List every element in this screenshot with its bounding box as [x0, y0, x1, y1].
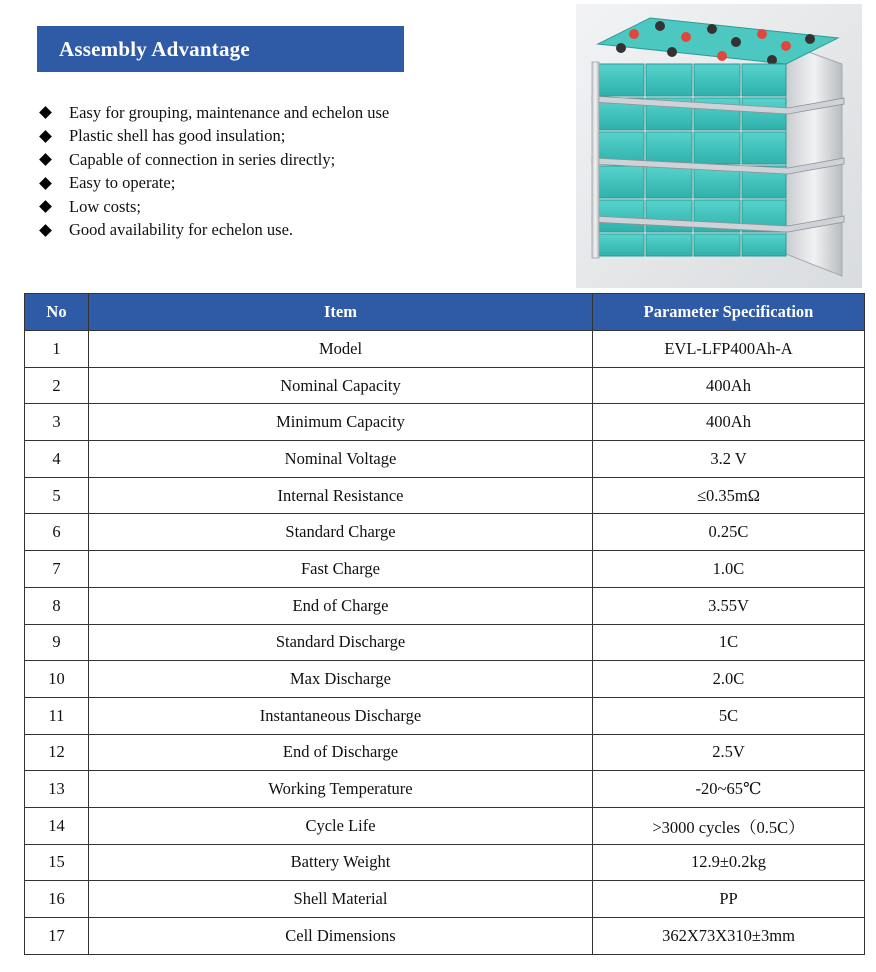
- cell-item: Battery Weight: [89, 844, 593, 881]
- cell-item: Nominal Voltage: [89, 441, 593, 478]
- spec-table: [24, 293, 865, 955]
- diamond-bullet-icon: [39, 177, 52, 190]
- list-item: [38, 172, 389, 196]
- cell-item: Cycle Life: [89, 807, 593, 844]
- table-row: [25, 918, 865, 955]
- cell-no: 13: [25, 771, 89, 808]
- cell-no: 6: [25, 514, 89, 551]
- battery-pack-icon: [576, 4, 862, 288]
- cell-no: 16: [25, 881, 89, 918]
- cell-no: 4: [25, 441, 89, 478]
- list-item-text: Capable of connection in series directly;: [69, 149, 336, 169]
- cell-spec: 3.2 V: [593, 441, 865, 478]
- table-row: [25, 734, 865, 771]
- list-item: [38, 125, 389, 149]
- table-row: [25, 661, 865, 698]
- cell-no: 3: [25, 404, 89, 441]
- cell-spec: 1.0C: [593, 551, 865, 588]
- advantages-list: [38, 101, 389, 242]
- list-item-text: Easy for grouping, maintenance and echelon use: [69, 102, 390, 122]
- cell-item: Standard Charge: [89, 514, 593, 551]
- list-item: [38, 219, 389, 243]
- col-header-no: No: [25, 294, 89, 331]
- cell-item: Standard Discharge: [89, 624, 593, 661]
- cell-spec: 400Ah: [593, 367, 865, 404]
- list-item-text: Easy to operate;: [69, 173, 176, 193]
- cell-spec: 5C: [593, 697, 865, 734]
- diamond-bullet-icon: [39, 200, 52, 213]
- cell-no: 17: [25, 918, 89, 955]
- cell-spec: 3.55V: [593, 587, 865, 624]
- cell-spec: 2.5V: [593, 734, 865, 771]
- table-row: [25, 367, 865, 404]
- cell-item: Instantaneous Discharge: [89, 697, 593, 734]
- cell-no: 12: [25, 734, 89, 771]
- spec-table-container: [24, 293, 864, 955]
- table-header-row: [25, 294, 865, 331]
- cell-item: Max Discharge: [89, 661, 593, 698]
- cell-item: Nominal Capacity: [89, 367, 593, 404]
- cell-no: 15: [25, 844, 89, 881]
- diamond-bullet-icon: [39, 106, 52, 119]
- cell-spec: 0.25C: [593, 514, 865, 551]
- cell-spec: -20~65℃: [593, 771, 865, 808]
- cell-item: Model: [89, 331, 593, 368]
- list-item: [38, 101, 389, 125]
- diamond-bullet-icon: [39, 224, 52, 237]
- table-row: [25, 771, 865, 808]
- table-row: [25, 624, 865, 661]
- list-item-text: Good availability for echelon use.: [69, 220, 294, 240]
- cell-no: 10: [25, 661, 89, 698]
- cell-spec: 362X73X310±3mm: [593, 918, 865, 955]
- table-row: [25, 331, 865, 368]
- table-row: [25, 477, 865, 514]
- cell-no: 2: [25, 367, 89, 404]
- cell-item: Shell Material: [89, 881, 593, 918]
- cell-no: 9: [25, 624, 89, 661]
- diamond-bullet-icon: [39, 153, 52, 166]
- table-row: [25, 881, 865, 918]
- cell-spec: 1C: [593, 624, 865, 661]
- table-row: [25, 844, 865, 881]
- table-row: [25, 697, 865, 734]
- table-row: [25, 441, 865, 478]
- table-row: [25, 404, 865, 441]
- cell-no: 8: [25, 587, 89, 624]
- cell-spec: EVL-LFP400Ah-A: [593, 331, 865, 368]
- table-row: [25, 807, 865, 844]
- cell-item: Working Temperature: [89, 771, 593, 808]
- cell-spec: 400Ah: [593, 404, 865, 441]
- cell-spec: 12.9±0.2kg: [593, 844, 865, 881]
- cell-no: 5: [25, 477, 89, 514]
- diamond-bullet-icon: [39, 130, 52, 143]
- cell-spec: 2.0C: [593, 661, 865, 698]
- list-item: [38, 148, 389, 172]
- col-header-spec: Parameter Specification: [593, 294, 865, 331]
- cell-no: 11: [25, 697, 89, 734]
- list-item-text: Plastic shell has good insulation;: [69, 126, 286, 146]
- col-header-item: Item: [89, 294, 593, 331]
- cell-item: Internal Resistance: [89, 477, 593, 514]
- section-title: Assembly Advantage: [59, 36, 250, 61]
- battery-pack-photo: [576, 4, 862, 288]
- cell-spec: >3000 cycles（0.5C）: [593, 807, 865, 844]
- table-row: [25, 587, 865, 624]
- cell-item: End of Discharge: [89, 734, 593, 771]
- cell-item: Fast Charge: [89, 551, 593, 588]
- table-row: [25, 514, 865, 551]
- cell-item: Minimum Capacity: [89, 404, 593, 441]
- table-row: [25, 551, 865, 588]
- section-banner: [37, 26, 404, 72]
- cell-item: Cell Dimensions: [89, 918, 593, 955]
- cell-no: 7: [25, 551, 89, 588]
- list-item-text: Low costs;: [69, 196, 141, 216]
- list-item: [38, 195, 389, 219]
- cell-no: 1: [25, 331, 89, 368]
- cell-spec: ≤0.35mΩ: [593, 477, 865, 514]
- cell-item: End of Charge: [89, 587, 593, 624]
- cell-spec: PP: [593, 881, 865, 918]
- cell-no: 14: [25, 807, 89, 844]
